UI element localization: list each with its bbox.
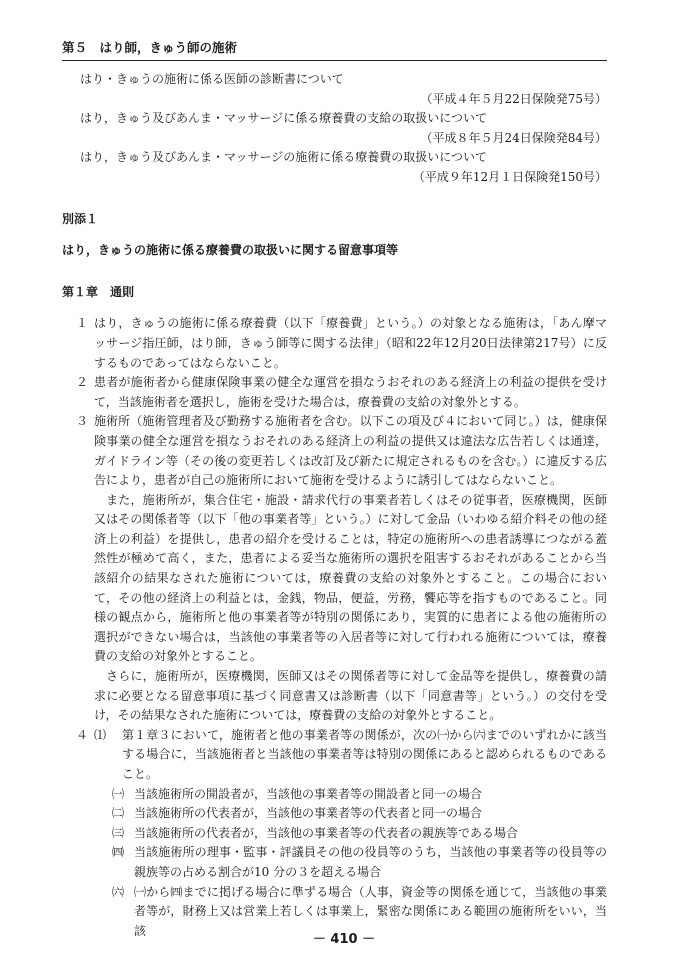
sub-list-item [62, 804, 607, 824]
sub-list-item [62, 824, 607, 844]
subitem-marker: ㈡ [112, 806, 125, 821]
item-number: ４ [76, 727, 89, 742]
subitem-marker: ㈢ [112, 825, 125, 840]
running-header: 第５ はり師，きゅう師の施術 [62, 38, 607, 61]
reference-title: はり・きゅうの施術に係る医師の診断書について [80, 72, 344, 86]
reference-code: （平成４年５月22日保険発75号） [420, 91, 607, 106]
attachment-title: はり，きゅうの施術に係る療養費の取扱いに関する留意事項等 [62, 243, 399, 258]
sub-list-item [62, 843, 607, 882]
subitem-text: 当該施術所の開設者が，当該他の事業者等の開設者と同一の場合 [134, 786, 483, 801]
item-paragraph: さらに，施術所が，医療機関，医師又はその関係者等に対して金品等を提供し，療養費の請求に必要となる留意事項に基づく同意書又は診断書（以下「同意書等」という。）の交付を受け，その結果なされた施術については，療養費の支給の対象外とすること。 [94, 669, 607, 723]
attachment-label: 別添１ [62, 211, 99, 226]
item-number: ３ [76, 414, 89, 429]
subitem-text: ㈠から㈣までに掲げる場合に準ずる場合（人事，資金等の関係を通じて，当該他の事業者等が，財務上又は営業上若しくは事業上，緊密な関係にある範囲の施術所をいい，当該 [134, 884, 607, 938]
subitem-text: 当該施術所の理事・監事・評議員その他の役員等のうち，当該他の事業者等の役員等の親族等の占める割合が10 分の３を超える場合 [134, 845, 607, 879]
subitem-text: 当該施術所の代表者が，当該他の事業者等の代表者の親族等である場合 [134, 825, 519, 840]
list-item [62, 314, 607, 373]
item-text: 施術所（施術管理者及び勤務する施術者を含む。以下この項及び４において同じ。）は，健康保険事業の健全な運営を損なうおそれのある経済上の利益の提供又は違法な広告若しくは通達，ガイドライン等（その後の変更若しくは改訂及び新たに規定されるものを含む。）に違反する広告により，患者が自己の施術所において施術を受けるように誘引してはならないこと。 [94, 414, 607, 488]
document-body [62, 70, 607, 941]
list-item [62, 373, 607, 412]
item-paragraph: また，施術所が，集合住宅・施設・請求代行の事業者若しくはその従事者，医療機関，医師又はその関係者等（以下「他の事業者等」という。）に対して金品（いわゆる紹介料その他の経済上の利益）を提供し，患者の紹介を受けることは，特定の施術所への患者誘導につながる蓋然性が極めて高く，また，患者による妥当な施術所の選択を阻害するおそれがあることから当該紹介の結果なされた施術については，療養費の支給の対象外とすること。この場合において，その他の経済上の利益とは，金銭，物品，便益，労務，饗応等を指すものであること。同様の観点から，施術所と他の事業者等が特別の関係にあり，実質的に患者による他の施術所の選択ができない場合は，当該他の事業者等の入居者等に対して行われる施術については，療養費の支給の対象外とすること。 [94, 492, 607, 664]
subitem-marker: ㈣ [112, 845, 125, 860]
item-number: ２ [76, 375, 89, 390]
item-text: はり，きゅうの施術に係る療養費（以下「療養費」という。）の対象となる施術は，「あん摩マッサージ指圧師，はり師，きゅう師等に関する法律」（昭和22年12月20日法律第217号）に反するものであってはならないこと。 [94, 316, 607, 370]
reference-title: はり，きゅう及びあんま・マッサージの施術に係る療養費の取扱いについて [80, 150, 488, 165]
list-item [62, 412, 607, 490]
chapter-title: 第１章 通則 [62, 284, 135, 299]
item-text: 患者が施術者から健康保険事業の健全な運営を損なうおそれのある経済上の利益の提供を受けて，当該施術者を選択し，施術を受けた場合は，療養費の支給の対象外とする。 [94, 375, 607, 409]
sub-list-item [62, 785, 607, 805]
item-number: １ [76, 316, 89, 331]
reference-code: （平成９年12月１日保険発150号） [412, 169, 607, 184]
subitem-marker: ⑴ [94, 727, 107, 742]
subitem-marker: ㈥ [112, 884, 125, 899]
reference-title: はり，きゅう及びあんま・マッサージに係る療養費の支給の取扱いについて [80, 111, 488, 126]
reference-code: （平成８年５月24日保険発84号） [420, 130, 607, 145]
list-item [62, 726, 607, 785]
subitem-text: 当該施術所の代表者が，当該他の事業者等の代表者と同一の場合 [134, 806, 483, 821]
item-text: 第１章３において，施術者と他の事業者等の関係が，次の㈠から㈥までのいずれかに該当する場合に，当該施術者と当該他の事業者等は特別の関係にあると認められるものであること。 [122, 727, 607, 781]
page-number: － 410 － [312, 932, 376, 947]
subitem-marker: ㈠ [112, 786, 125, 801]
